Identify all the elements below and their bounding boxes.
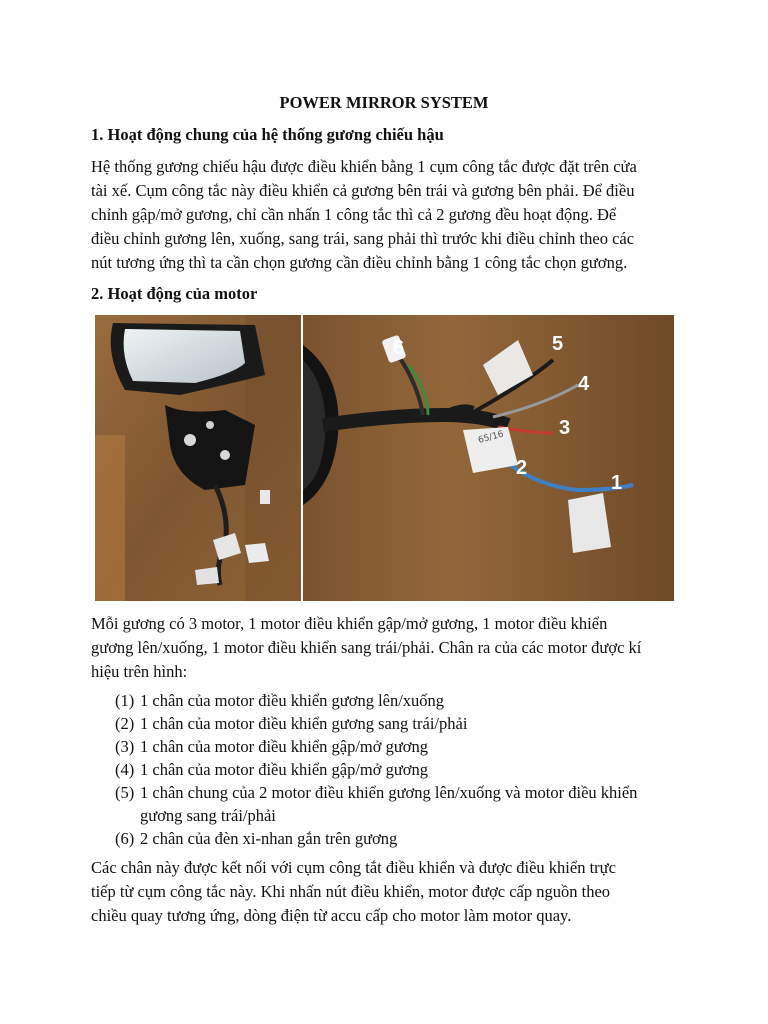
paragraph-line: điều chỉnh gương lên, xuống, sang trái, sang phải thì trước khi điều chỉnh theo các xyxy=(91,229,635,248)
document-title: POWER MIRROR SYSTEM xyxy=(279,93,489,112)
list-item xyxy=(115,781,695,827)
section-1-heading: 1. Hoạt động chung của hệ thống gương chiếu hậu xyxy=(91,125,444,144)
section-2-outro xyxy=(91,856,691,928)
paragraph-line: nút tương ứng thì ta cần chọn gương cần điều chỉnh bằng 1 công tắc chọn gương. xyxy=(91,253,628,272)
photo-label-6: 6 xyxy=(393,337,405,359)
paragraph-line: chiều quay tương ứng, dòng điện từ accu cấp cho motor làm motor quay. xyxy=(91,906,572,925)
photo-label-5: 5 xyxy=(552,333,564,355)
paragraph-line: tài xế. Cụm công tắc này điều khiển cả gương bên trái và gương bên phải. Để điều xyxy=(91,181,635,200)
list-item xyxy=(115,827,695,850)
list-item xyxy=(115,689,695,712)
section-2-heading: 2. Hoạt động của motor xyxy=(91,284,258,303)
photo-label-2: 2 xyxy=(516,457,528,479)
paragraph-line: Các chân này được kết nối với cụm công tắt điều khiển và được điều khiển trực xyxy=(91,858,616,877)
photo-label-4: 4 xyxy=(578,373,590,395)
paragraph-line: tiếp từ cụm công tắc này. Khi nhấn nút điều khiển, motor được cấp nguồn theo xyxy=(91,882,611,901)
paragraph-line: Mỗi gương có 3 motor, 1 motor điều khiển gập/mở gương, 1 motor điều khiển xyxy=(91,614,608,633)
list-item-text: 1 chân của motor điều khiển gương lên/xuống xyxy=(140,691,445,710)
paragraph-line: hiệu trên hình: xyxy=(91,662,188,681)
section-1-paragraph xyxy=(91,155,691,275)
list-item xyxy=(115,735,695,758)
list-item-text: 1 chân của motor điều khiển gương sang trái/phải xyxy=(140,714,468,733)
left-photo-mirror xyxy=(95,315,301,601)
pin-list xyxy=(115,689,695,850)
list-item-number: (2) xyxy=(115,714,135,733)
list-item-number: (4) xyxy=(115,760,135,779)
list-item-number: (3) xyxy=(115,737,135,756)
list-item-number: (5) xyxy=(115,783,135,802)
mirror-photo-figure xyxy=(95,315,674,601)
list-item-text: 1 chân của motor điều khiển gập/mở gương xyxy=(140,737,429,756)
paragraph-line: gương lên/xuống, 1 motor điều khiển sang trái/phải. Chân ra của các motor được kí xyxy=(91,638,642,657)
list-item xyxy=(115,758,695,781)
right-photo-wiring xyxy=(303,315,674,601)
list-item-text: 2 chân của đèn xi-nhan gắn trên gương xyxy=(140,829,398,848)
list-item-text: 1 chân của motor điều khiển gập/mở gương xyxy=(140,760,429,779)
photo-label-3: 3 xyxy=(559,417,571,439)
photo-label-1: 1 xyxy=(611,472,623,494)
section-2-intro xyxy=(91,612,691,684)
paragraph-line: Hệ thống gương chiếu hậu được điều khiển bằng 1 cụm công tắc được đặt trên cửa xyxy=(91,157,637,176)
photo-tag-text: 65/16 xyxy=(477,429,505,446)
list-item-text: 1 chân chung của 2 motor điều khiển gương lên/xuống và motor điều khiển xyxy=(140,783,638,802)
mirror-wiring-photos xyxy=(95,315,674,601)
list-item-text: gương sang trái/phải xyxy=(140,806,276,825)
list-item-number: (1) xyxy=(115,691,135,710)
paragraph-line: chỉnh gập/mở gương, chỉ cần nhấn 1 công tắc thì cả 2 gương đều hoạt động. Để xyxy=(91,205,617,224)
list-item xyxy=(115,712,695,735)
list-item-number: (6) xyxy=(115,829,135,848)
